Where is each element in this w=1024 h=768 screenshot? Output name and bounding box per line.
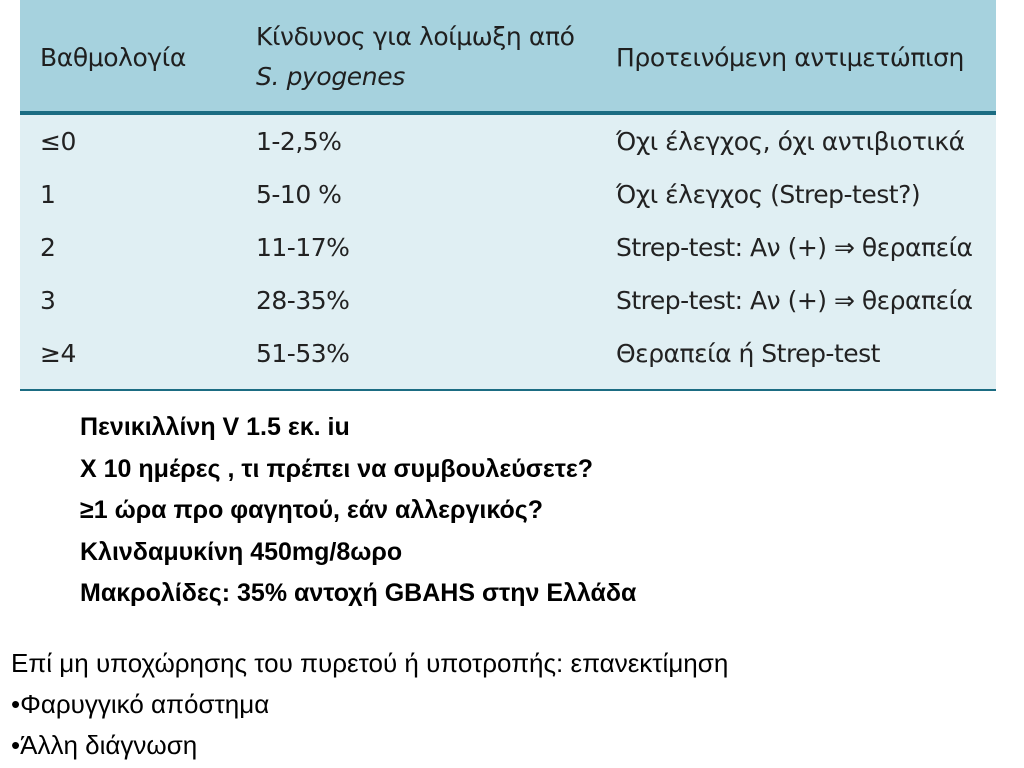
scoring-table <box>20 0 996 391</box>
row-score: 2 <box>40 233 56 262</box>
row-risk: 1-2,5% <box>256 127 342 156</box>
row-risk: 28-35% <box>256 286 350 315</box>
header-treatment: Προτεινόμενη αντιμετώπιση <box>616 43 964 72</box>
followup-bullet: •Φαρυγγικό απόστημα <box>11 689 270 719</box>
followup-heading: Επί μη υποχώρησης του πυρετού ή υποτροπής: επανεκτίμηση <box>11 648 729 678</box>
header-risk-line1: Κίνδυνος για λοίμωξη από <box>256 22 575 51</box>
row-risk: 11-17% <box>256 233 350 262</box>
note-clindamycin: Κλινδαμυκίνη 450mg/8ωρο <box>80 537 403 566</box>
row-score: ≤0 <box>40 127 76 156</box>
row-treatment: Όχι έλεγχος, όχι αντιβιοτικά <box>616 127 965 156</box>
row-score: 3 <box>40 286 56 315</box>
note-penicillin: Πενικιλλίνη V 1.5 εκ. iu <box>80 413 350 441</box>
header-risk-line2: S. pyogenes <box>256 62 405 91</box>
row-treatment: Strep-test: Αν (+) ⇒ θεραπεία <box>616 233 973 262</box>
note-duration: Χ 10 ημέρες , τι πρέπει να συμβουλεύσετε? <box>80 454 594 483</box>
row-score: ≥4 <box>40 339 76 368</box>
header-score: Βαθμολογία <box>40 43 186 72</box>
row-treatment: Strep-test: Αν (+) ⇒ θεραπεία <box>616 286 973 315</box>
followup-bullet: •Άλλη διάγνωση <box>11 730 198 760</box>
row-treatment: Θεραπεία ή Strep-test <box>616 339 880 368</box>
row-treatment: Όχι έλεγχος (Strep-test?) <box>616 180 921 209</box>
row-risk: 5-10 % <box>256 180 342 209</box>
row-score: 1 <box>40 180 56 209</box>
note-macrolides: Μακρολίδες: 35% αντοχή GBAHS στην Ελλάδα <box>80 579 637 607</box>
followup-section <box>11 643 728 766</box>
note-timing: ≥1 ώρα προ φαγητού, εάν αλλεργικός? <box>80 496 543 524</box>
treatment-notes <box>80 407 636 615</box>
table-header-divider <box>20 111 996 115</box>
row-risk: 51-53% <box>256 339 350 368</box>
